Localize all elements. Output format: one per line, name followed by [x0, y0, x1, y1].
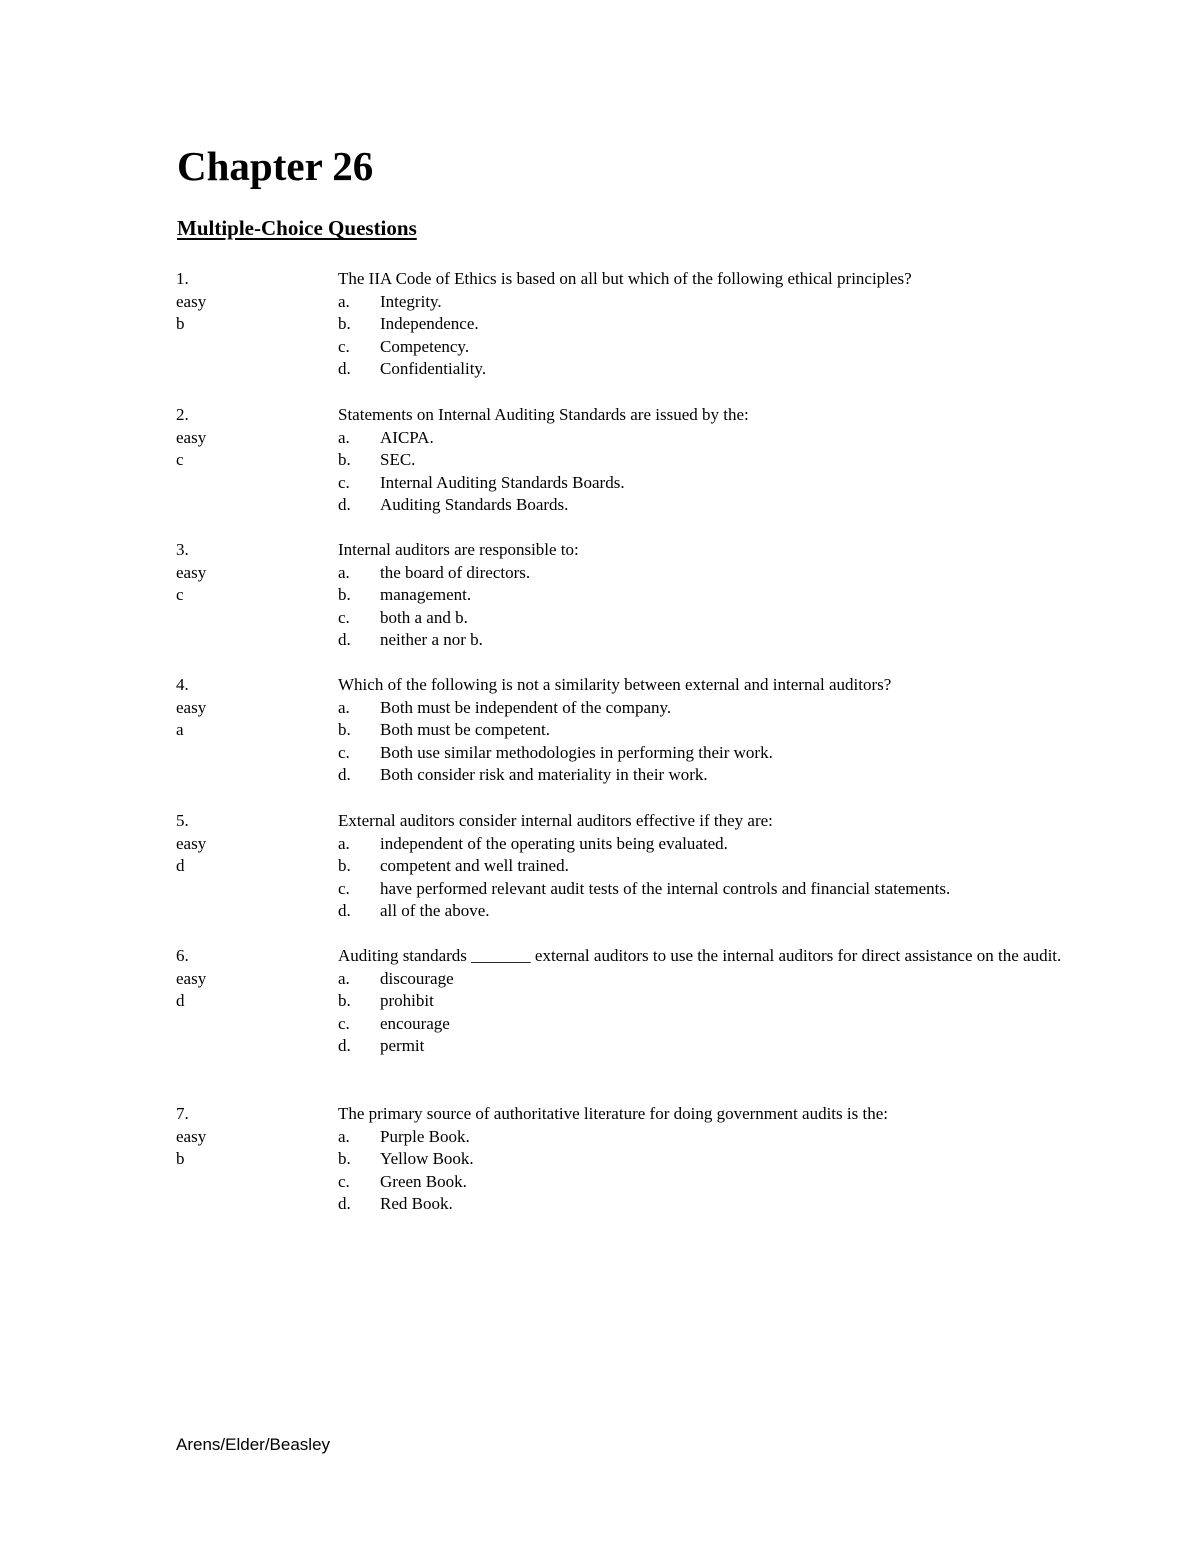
option-letter: a. [338, 697, 350, 717]
option-text: Both must be independent of the company. [380, 697, 672, 717]
question-number: 5. [176, 811, 189, 830]
option-letter: b. [338, 314, 351, 334]
option-text: Both consider risk and materiality in their work. [380, 765, 708, 785]
question-stem: Which of the following is not a similarity between external and internal auditors? [338, 675, 892, 694]
answer-option [338, 494, 1108, 517]
answer-option [338, 1193, 1108, 1216]
answer-option [338, 313, 1108, 336]
option-letter: c. [338, 336, 350, 356]
option-text: Purple Book. [380, 1126, 470, 1146]
question-answer: a [176, 720, 184, 740]
question-number: 4. [176, 675, 189, 694]
question-meta [176, 1103, 326, 1171]
question-stem: The primary source of authoritative literature for doing government audits is the: [338, 1104, 888, 1123]
answer-option [338, 472, 1108, 495]
question-answer: b [176, 314, 185, 334]
option-letter: d. [338, 1036, 351, 1056]
option-text: Confidentiality. [380, 359, 487, 379]
question-body [338, 1103, 1108, 1216]
option-letter: d. [338, 1194, 351, 1214]
question-body [338, 404, 1108, 517]
question-body [338, 268, 1108, 381]
option-text: Both use similar methodologies in performing their work. [380, 742, 773, 762]
question-body [338, 539, 1108, 652]
question-stem: Internal auditors are responsible to: [338, 540, 579, 559]
answer-option [338, 855, 1108, 878]
option-text: Red Book. [380, 1194, 453, 1214]
option-text: encourage [380, 1013, 450, 1033]
question-body [338, 810, 1108, 923]
question-body [338, 945, 1108, 1058]
option-letter: b. [338, 585, 351, 605]
answer-option [338, 607, 1108, 630]
option-letter: a. [338, 833, 350, 853]
question-stem: The IIA Code of Ethics is based on all but which of the following ethical principles? [338, 269, 912, 288]
question-difficulty: easy [176, 968, 207, 988]
option-letter: a. [338, 427, 350, 447]
question-stem: External auditors consider internal auditors effective if they are: [338, 811, 773, 830]
option-letter: d. [338, 630, 351, 650]
answer-option [338, 1013, 1108, 1036]
question-difficulty: easy [176, 833, 207, 853]
option-text: prohibit [380, 991, 434, 1011]
option-text: competent and well trained. [380, 856, 569, 876]
option-letter: a. [338, 562, 350, 582]
option-text: discourage [380, 968, 454, 988]
answer-option [338, 968, 1108, 991]
answer-option [338, 833, 1108, 856]
option-letter: a. [338, 291, 350, 311]
option-letter: a. [338, 968, 350, 988]
question-meta [176, 539, 326, 607]
answer-option [338, 291, 1108, 314]
answer-option [338, 697, 1108, 720]
answer-option [338, 629, 1108, 652]
question-answer: c [176, 450, 184, 470]
question-stem: Auditing standards _______ external auditors to use the internal auditors for direct assistance on the audit. [338, 946, 1062, 965]
option-letter: c. [338, 742, 350, 762]
page-title: Chapter 26 [177, 143, 374, 189]
question-difficulty: easy [176, 1126, 207, 1146]
option-letter: b. [338, 991, 351, 1011]
answer-option [338, 584, 1108, 607]
option-letter: d. [338, 765, 351, 785]
option-text: Both must be competent. [380, 720, 550, 740]
question-number: 7. [176, 1104, 189, 1123]
question-meta [176, 674, 326, 742]
option-letter: c. [338, 1171, 350, 1191]
answer-option [338, 900, 1108, 923]
section-heading: Multiple-Choice Questions [177, 216, 417, 240]
question-stem: Statements on Internal Auditing Standards are issued by the: [338, 405, 749, 424]
answer-option [338, 990, 1108, 1013]
answer-option [338, 1035, 1108, 1058]
question-difficulty: easy [176, 697, 207, 717]
question-difficulty: easy [176, 562, 207, 582]
option-text: Integrity. [380, 291, 442, 311]
question-number: 6. [176, 946, 189, 965]
answer-option [338, 336, 1108, 359]
question-answer: d [176, 856, 185, 876]
question-number: 2. [176, 405, 189, 424]
answer-option [338, 562, 1108, 585]
option-text: independent of the operating units being evaluated. [380, 833, 728, 853]
question-meta [176, 810, 326, 878]
option-text: neither a nor b. [380, 630, 483, 650]
option-text: management. [380, 585, 472, 605]
answer-option [338, 764, 1108, 787]
question-number: 1. [176, 269, 189, 288]
question-difficulty: easy [176, 291, 207, 311]
option-letter: c. [338, 878, 350, 898]
option-text: SEC. [380, 450, 416, 470]
option-text: Independence. [380, 314, 479, 334]
option-letter: b. [338, 720, 351, 740]
question-meta [176, 404, 326, 472]
answer-option [338, 1148, 1108, 1171]
question-difficulty: easy [176, 427, 207, 447]
option-text: have performed relevant audit tests of the internal controls and financial statements. [380, 878, 951, 898]
option-text: Competency. [380, 336, 470, 356]
option-text: Yellow Book. [380, 1149, 474, 1169]
question-answer: c [176, 585, 184, 605]
answer-option [338, 1171, 1108, 1194]
answer-option [338, 427, 1108, 450]
option-letter: c. [338, 607, 350, 627]
question-answer: b [176, 1149, 185, 1169]
option-letter: a. [338, 1126, 350, 1146]
option-text: the board of directors. [380, 562, 531, 582]
option-text: AICPA. [380, 427, 434, 447]
option-letter: b. [338, 856, 351, 876]
option-letter: c. [338, 472, 350, 492]
question-meta [176, 945, 326, 1013]
option-letter: d. [338, 495, 351, 515]
option-text: Green Book. [380, 1171, 467, 1191]
question-body [338, 674, 1108, 787]
option-text: all of the above. [380, 901, 490, 921]
option-letter: c. [338, 1013, 350, 1033]
option-text: Internal Auditing Standards Boards. [380, 472, 625, 492]
answer-option [338, 719, 1108, 742]
option-text: both a and b. [380, 607, 468, 627]
question-number: 3. [176, 540, 189, 559]
page-footer: Arens/Elder/Beasley [176, 1435, 331, 1454]
question-answer: d [176, 991, 185, 1011]
option-text: Auditing Standards Boards. [380, 495, 569, 515]
option-letter: b. [338, 1149, 351, 1169]
answer-option [338, 449, 1108, 472]
option-text: permit [380, 1036, 425, 1056]
option-letter: d. [338, 359, 351, 379]
question-meta [176, 268, 326, 336]
answer-option [338, 1126, 1108, 1149]
answer-option [338, 878, 1108, 901]
answer-option [338, 358, 1108, 381]
option-letter: b. [338, 450, 351, 470]
option-letter: d. [338, 901, 351, 921]
answer-option [338, 742, 1108, 765]
